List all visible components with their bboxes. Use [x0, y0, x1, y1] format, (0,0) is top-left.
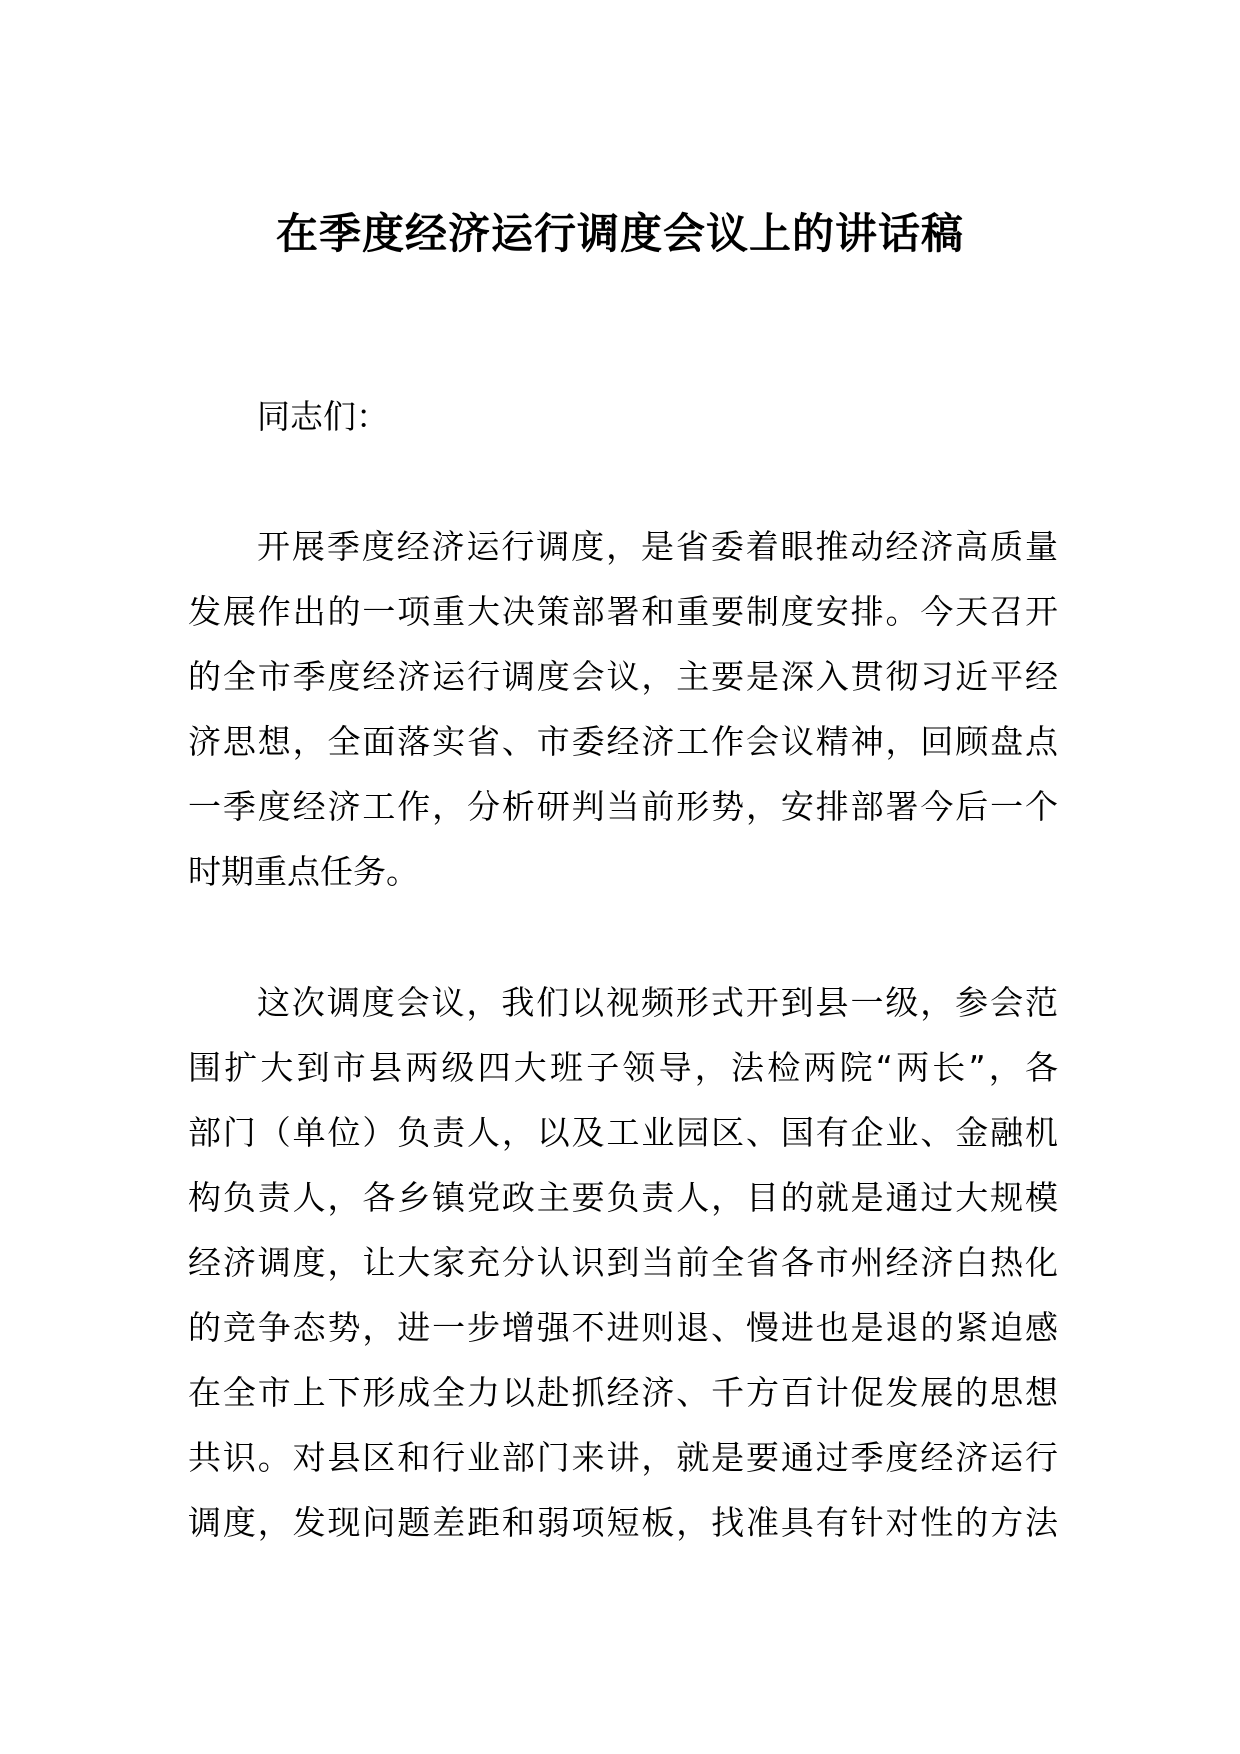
- paragraph-line: 的竞争态势，进一步增强不进则退、慢进也是退的紧迫感: [188, 1308, 1058, 1347]
- paragraph-line: 经济调度，让大家充分认识到当前全省各市州经济白热化: [188, 1243, 1058, 1282]
- paragraph-line: 一季度经济工作，分析研判当前形势，安排部署今后一个: [188, 787, 1058, 826]
- paragraph-line: 这次调度会议，我们以视频形式开到县一级，参会范: [257, 983, 1058, 1022]
- paragraph-line: 调度，发现问题差距和弱项短板，找准具有针对性的方法: [188, 1503, 1058, 1542]
- paragraph-line: 时期重点任务。: [188, 852, 419, 891]
- salutation: 同志们：: [257, 397, 389, 436]
- paragraph-line: 部门（单位）负责人，以及工业园区、国有企业、金融机: [188, 1113, 1058, 1152]
- paragraph-line: 围扩大到市县两级四大班子领导，法检两院“两长”，各: [188, 1048, 1058, 1087]
- paragraph-1: [188, 514, 1058, 904]
- paragraph-line: 开展季度经济运行调度，是省委着眼推动经济高质量: [257, 527, 1058, 566]
- paragraph-line: 构负责人，各乡镇党政主要负责人，目的就是通过大规模: [188, 1178, 1058, 1217]
- paragraph-line: 共识。对县区和行业部门来讲，就是要通过季度经济运行: [188, 1438, 1058, 1477]
- paragraph-line: 济思想，全面落实省、市委经济工作会议精神，回顾盘点: [188, 722, 1058, 761]
- paragraph-line: 的全市季度经济运行调度会议，主要是深入贯彻习近平经: [188, 657, 1058, 696]
- paragraph-line: 发展作出的一项重大决策部署和重要制度安排。今天召开: [188, 592, 1058, 631]
- document-title: 在季度经济运行调度会议上的讲话稿: [275, 209, 964, 258]
- paragraph-line: 在全市上下形成全力以赴抓经济、千方百计促发展的思想: [188, 1373, 1058, 1412]
- paragraph-2: [188, 970, 1058, 1555]
